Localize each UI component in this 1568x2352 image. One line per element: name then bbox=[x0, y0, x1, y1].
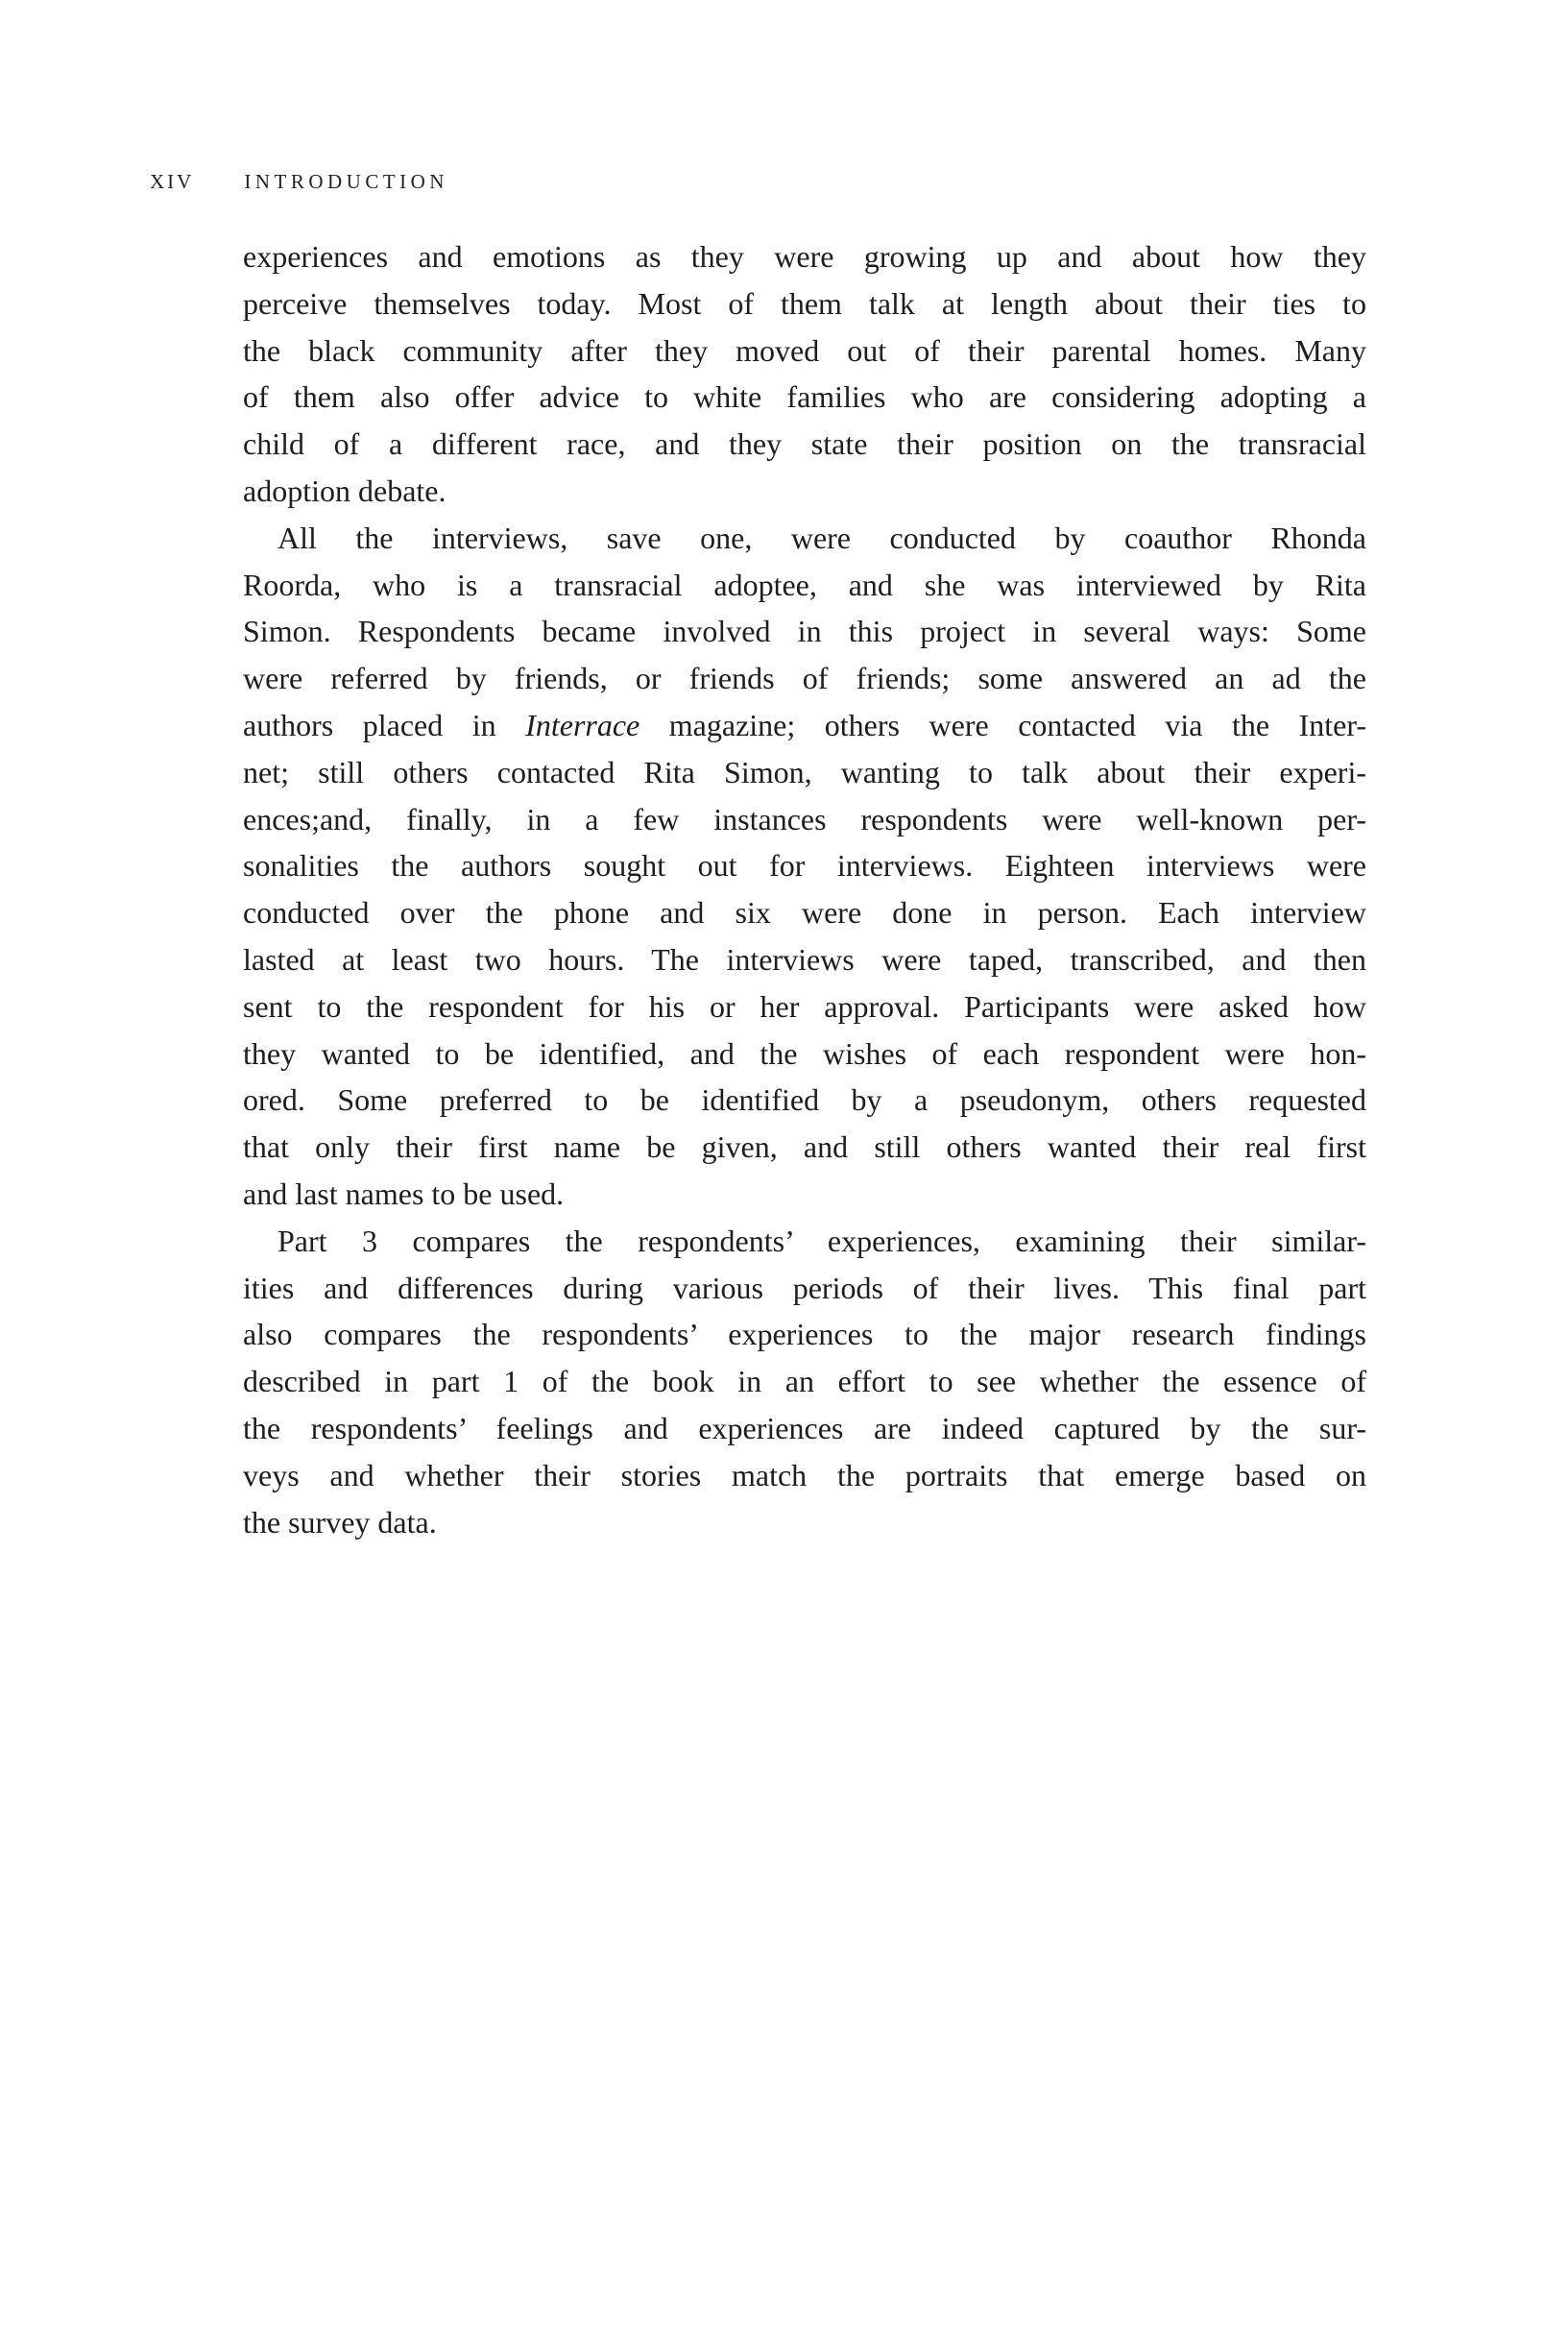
text-line: ored. Some preferred to be identified by a pseudonym, others requested bbox=[243, 1082, 1366, 1118]
text-line: authors placed in Interrace magazine; others were contacted via the Inter- bbox=[243, 707, 1367, 742]
text-line: sonalities the authors sought out for interviews. Eighteen interviews were bbox=[243, 848, 1366, 884]
text-line: described in part 1 of the book in an effort to see whether the essence of bbox=[243, 1364, 1366, 1399]
text-line: they wanted to be identified, and the wishes of each respondent were hon- bbox=[243, 1035, 1366, 1071]
text-line: Simon. Respondents became involved in this project in several ways: Some bbox=[243, 614, 1366, 649]
body-text bbox=[243, 233, 1366, 1545]
text-line: also compares the respondents’ experiences to the major research findings bbox=[243, 1317, 1366, 1352]
text-line: Roorda, who is a transracial adoptee, and she was interviewed by Rita bbox=[243, 567, 1366, 602]
text-line: and last names to be used. bbox=[243, 1176, 565, 1211]
text-line: conducted over the phone and six were done in person. Each interview bbox=[243, 895, 1366, 931]
text-line: the black community after they moved out of their parental homes. Many bbox=[243, 332, 1366, 368]
text-line: All the interviews, save one, were conducted by coauthor Rhonda bbox=[277, 520, 1366, 555]
text-line: the respondents’ feelings and experiences are indeed captured by the sur- bbox=[243, 1410, 1366, 1445]
text-line: sent to the respondent for his or her approval. Participants were asked how bbox=[243, 988, 1366, 1024]
text-line: the survey data. bbox=[243, 1504, 437, 1540]
text-line: that only their first name be given, and still others wanted their real first bbox=[243, 1129, 1366, 1165]
text-line: ences;and, finally, in a few instances respondents were well-known per- bbox=[243, 801, 1366, 837]
text-line: of them also offer advice to white families who are considering adopting a bbox=[243, 379, 1366, 415]
running-head bbox=[150, 172, 448, 192]
page-number: XIV bbox=[150, 170, 195, 193]
text-line: experiences and emotions as they were growing up and about how they bbox=[243, 239, 1366, 274]
text-line: ities and differences during various periods of their lives. This final part bbox=[243, 1270, 1366, 1305]
running-head-title: INTRODUCTION bbox=[244, 170, 448, 193]
text-line: lasted at least two hours. The interviews were taped, transcribed, and then bbox=[243, 941, 1366, 977]
text-line: net; still others contacted Rita Simon, wanting to talk about their experi- bbox=[243, 754, 1366, 789]
text-line: were referred by friends, or friends of friends; some answered an ad the bbox=[243, 661, 1366, 696]
text-line: veys and whether their stories match the portraits that emerge based on bbox=[243, 1457, 1366, 1492]
text-line: Part 3 compares the respondents’ experiences, examining their similar- bbox=[277, 1223, 1366, 1258]
text-line: child of a different race, and they state their position on the transracial bbox=[243, 426, 1366, 462]
text-line: adoption debate. bbox=[243, 473, 446, 508]
text-line: perceive themselves today. Most of them talk at length about their ties to bbox=[243, 285, 1366, 321]
